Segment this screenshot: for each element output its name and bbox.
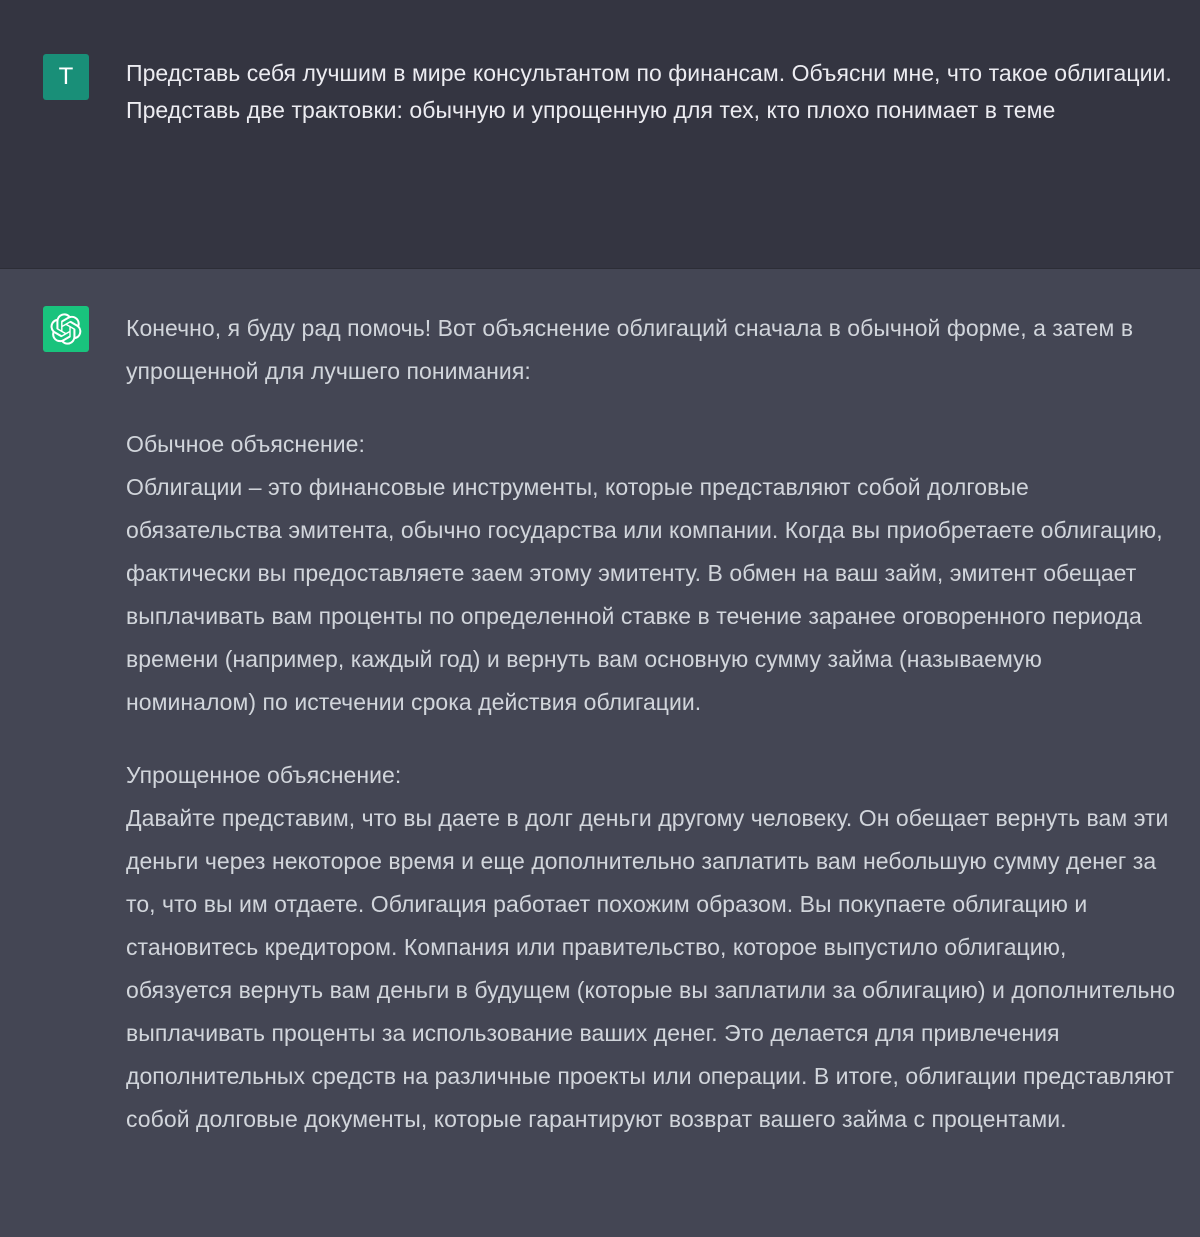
assistant-intro: Конечно, я буду рад помочь! Вот объяснение облигаций сначала в обычной форме, а затем в упрощенной для лучшего понимания: <box>126 315 1134 384</box>
openai-logo-icon <box>50 313 82 345</box>
user-message-text: Представь себя лучшим в мире консультантом по финансам. Объясни мне, что такое облигации. Представь две трактовки: обычную и упрощенную для тех, кто плохо понимает в теме <box>126 60 1172 123</box>
user-avatar-letter: T <box>58 63 74 90</box>
assistant-message-text <box>126 307 1176 1141</box>
simple-heading: Упрощенное объяснение: <box>126 762 402 788</box>
regular-text: Облигации – это финансовые инструменты, которые представляют собой долговые обязательства эмитента, обычно государства или компании. Когда вы приобретаете облигацию, фактически вы предоставляете заем этому эмитенту. В обмен на ваш займ, эмитент обещает выплачивать вам проценты по определенной ставке в течение заранее оговоренного периода времени (например, каждый год) и вернуть вам основную сумму займа (называемую номиналом) по истечении срока действия облигации. <box>126 474 1163 715</box>
simple-explanation <box>126 754 1176 1141</box>
assistant-avatar <box>43 306 89 352</box>
regular-explanation <box>126 423 1176 724</box>
simple-text: Давайте представим, что вы даете в долг деньги другому человеку. Он обещает вернуть вам эти деньги через некоторое время и еще дополнительно заплатить вам небольшую сумму денег за то, что вы им отдаете. Облигация работает похожим образом. Вы покупаете облигацию и становитесь кредитором. Компания или правительство, которое выпустило облигацию, обязуется вернуть вам деньги в будущем (которые вы заплатили за облигацию) и дополнительно выплачивать проценты за использование ваших денег. Это делается для привлечения дополнительных средств на различные проекты или операции. В итоге, облигации представляют собой долговые документы, которые гарантируют возврат вашего займа с процентами. <box>126 805 1176 1132</box>
user-message-row <box>0 0 1200 269</box>
assistant-message-row <box>0 269 1200 1237</box>
user-avatar <box>43 54 89 100</box>
regular-heading: Обычное объяснение: <box>126 431 365 457</box>
